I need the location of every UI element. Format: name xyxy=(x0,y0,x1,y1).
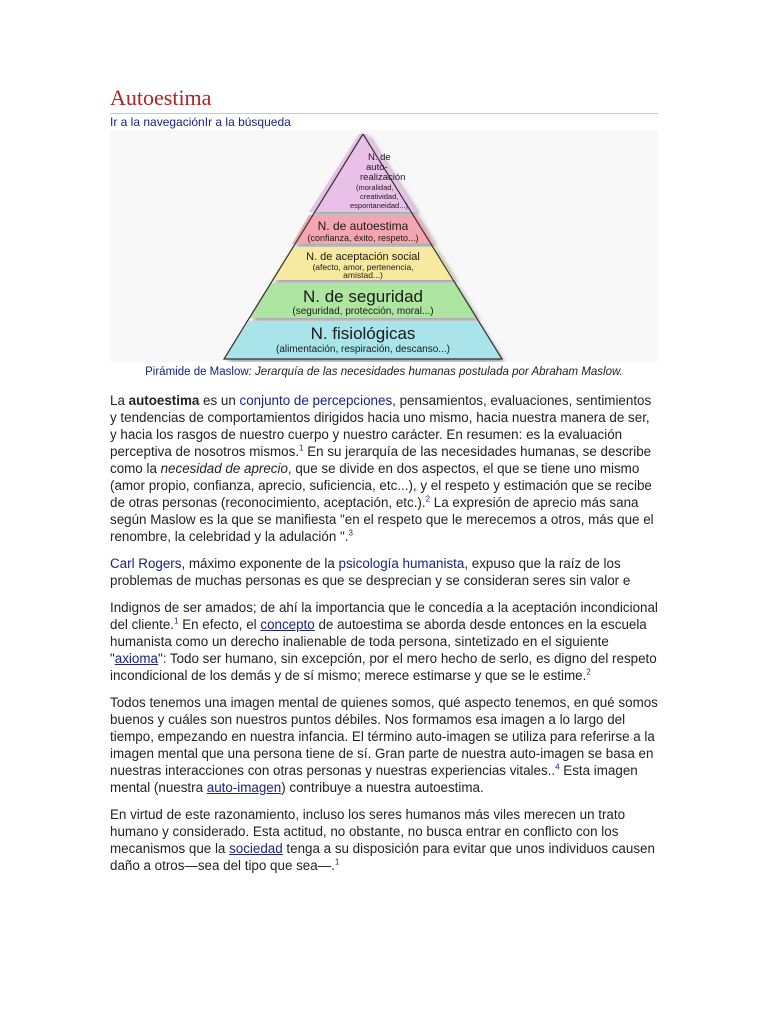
p2-text-b: , expuso que la raíz de los problemas de muchas personas es que se desprecian y se consideran seres sin valor e xyxy=(110,556,631,588)
link-sociedad[interactable]: sociedad xyxy=(229,841,283,856)
maslow-pyramid-figure xyxy=(110,130,658,362)
p2-text-a: , máximo exponente de la xyxy=(181,556,339,571)
p1-text-a: La xyxy=(110,393,129,408)
tier-2-detail-line-1: amistad...) xyxy=(343,270,383,280)
page-title: Autoestima xyxy=(110,84,658,114)
link-psicologia-humanista[interactable]: psicología humanista xyxy=(338,556,465,571)
p1-bold-term: autoestima xyxy=(128,393,200,408)
tier-3-detail: (seguridad, protección, moral...) xyxy=(292,306,434,317)
tier-0-title-line-1: auto- xyxy=(366,162,388,173)
paragraph-4 xyxy=(110,694,658,796)
p3-text-d: ": Todo ser humano, sin excepción, por el mero hecho de serlo, es digno del respeto incondicional de los demás y de sí mismo; merece estimarse y que se le estime. xyxy=(110,651,657,683)
p3-text-b: En efecto, el xyxy=(178,617,261,632)
p3-text-c: de autoestima se aborda desde entonces en la escuela humanista como un derecho inalienable de toda persona, sintetizado en el siguiente " xyxy=(110,617,647,666)
tier-1-title: N. de autoestima xyxy=(317,219,409,233)
p3-footnote-2[interactable]: 2 xyxy=(586,667,591,677)
p1-footnote-1[interactable]: 1 xyxy=(299,443,304,453)
figure-caption xyxy=(110,366,658,378)
tier-2-detail-line-0: (afecto, amor, pertenencia, xyxy=(312,262,414,272)
link-conjunto-de-percepciones[interactable]: conjunto de percepciones xyxy=(239,393,393,408)
tier-2-title: N. de aceptación social xyxy=(306,251,420,263)
p4-text-c: ) contribuye a nuestra autoestima. xyxy=(281,780,484,795)
p1-text-e: , que se divide en dos aspectos, el que se tiene uno mismo (amor propio, confianza, aprecio, suficiencia, etc...), y el respeto y estimación que se recibe de otras personas (reconocimiento, aceptación, etc.). xyxy=(110,461,652,510)
tier-1-detail: (confianza, éxito, respeto...) xyxy=(307,233,419,243)
p1-italic-term: necesidad de aprecio xyxy=(160,461,288,476)
p3-text-a: Indignos de ser amados; de ahí la importancia que le concedía a la aceptación incondicional del cliente. xyxy=(110,600,658,632)
p5-text-a: En virtud de este razonamiento, incluso los seres humanos más viles merecen un trato humano y considerado. Esta actitud, no obstante, no busca entrar en conflicto con los mecanismos que la xyxy=(110,807,626,856)
p4-text-b: Esta imagen mental (nuestra xyxy=(110,763,638,795)
p4-text-a: Todos tenemos una imagen mental de quienes somos, qué aspecto tenemos, en qué somos buenos y cuáles son nuestros puntos débiles. Nos formamos esa imagen a lo largo del tiempo, empezando en nuestra infancia. El término auto-imagen se utiliza para referirse a la imagen mental que una persona tiene de sí. Gran parte de nuestra auto-imagen se basa en nuestras interacciones con otras personas y nuestras experiencias vitales.. xyxy=(110,695,658,778)
p1-text-f: La expresión de aprecio más sana según Maslow es la que se manifiesta "en el respeto que le merecemos a otros, más que el renombre, la celebridad y la adulación ". xyxy=(110,495,654,544)
tier-0-detail-line-1: creatividad, xyxy=(360,192,399,201)
paragraph-3 xyxy=(110,599,658,684)
p3-footnote-1[interactable]: 1 xyxy=(174,616,179,626)
tier-0-detail-line-0: (moralidad, xyxy=(356,183,394,192)
article-body xyxy=(110,392,658,884)
paragraph-1 xyxy=(110,392,658,545)
p1-footnote-3[interactable]: 3 xyxy=(348,528,353,538)
caption-link-maslow-pyramid[interactable]: Pirámide de Maslow xyxy=(145,366,249,378)
tier-0-title-line-0: N. de xyxy=(368,152,391,163)
tier-4-title: N. fisiológicas xyxy=(310,324,416,343)
tier-4-detail: (alimentación, respiración, descanso...) xyxy=(276,344,450,355)
tier-0-title-line-2: realización xyxy=(360,172,406,183)
tier-3-title: N. de seguridad xyxy=(302,287,424,306)
link-auto-imagen[interactable]: auto-imagen xyxy=(206,780,282,795)
link-carl-rogers[interactable]: Carl Rogers xyxy=(110,556,182,571)
paragraph-5 xyxy=(110,806,658,874)
maslow-pyramid-image xyxy=(110,130,658,362)
caption-text: : Jerarquía de las necesidades humanas postulada por Abraham Maslow. xyxy=(248,366,623,378)
p1-text-d: En su jerarquía de las necesidades humanas, se describe como la xyxy=(110,444,652,476)
paragraph-2 xyxy=(110,555,658,589)
link-axioma[interactable]: axioma xyxy=(114,651,158,666)
p4-footnote-4[interactable]: 4 xyxy=(555,762,560,772)
tier-0-detail-line-2: espontaneidad...) xyxy=(350,201,408,210)
link-concepto[interactable]: concepto xyxy=(260,617,315,632)
p5-footnote-1[interactable]: 1 xyxy=(334,857,340,867)
p1-footnote-2[interactable]: 2 xyxy=(425,494,431,504)
p1-text-c: , pensamientos, evaluaciones, sentimientos y tendencias de comportamientos dirigidos hacia uno mismo, hacia nuestra manera de ser, y hacia los rasgos de nuestro cuerpo y nuestro carácter. En resumen: es la evaluación perceptiva de nosotros mismos. xyxy=(110,393,652,459)
p5-text-b: tenga a su disposición para evitar que unos individuos causen daño a otros—sea del tipo que sea—. xyxy=(110,841,655,873)
skip-navigation-links[interactable]: Ir a la navegaciónIr a la búsqueda xyxy=(110,115,291,129)
p1-text-b: es un xyxy=(199,393,240,408)
